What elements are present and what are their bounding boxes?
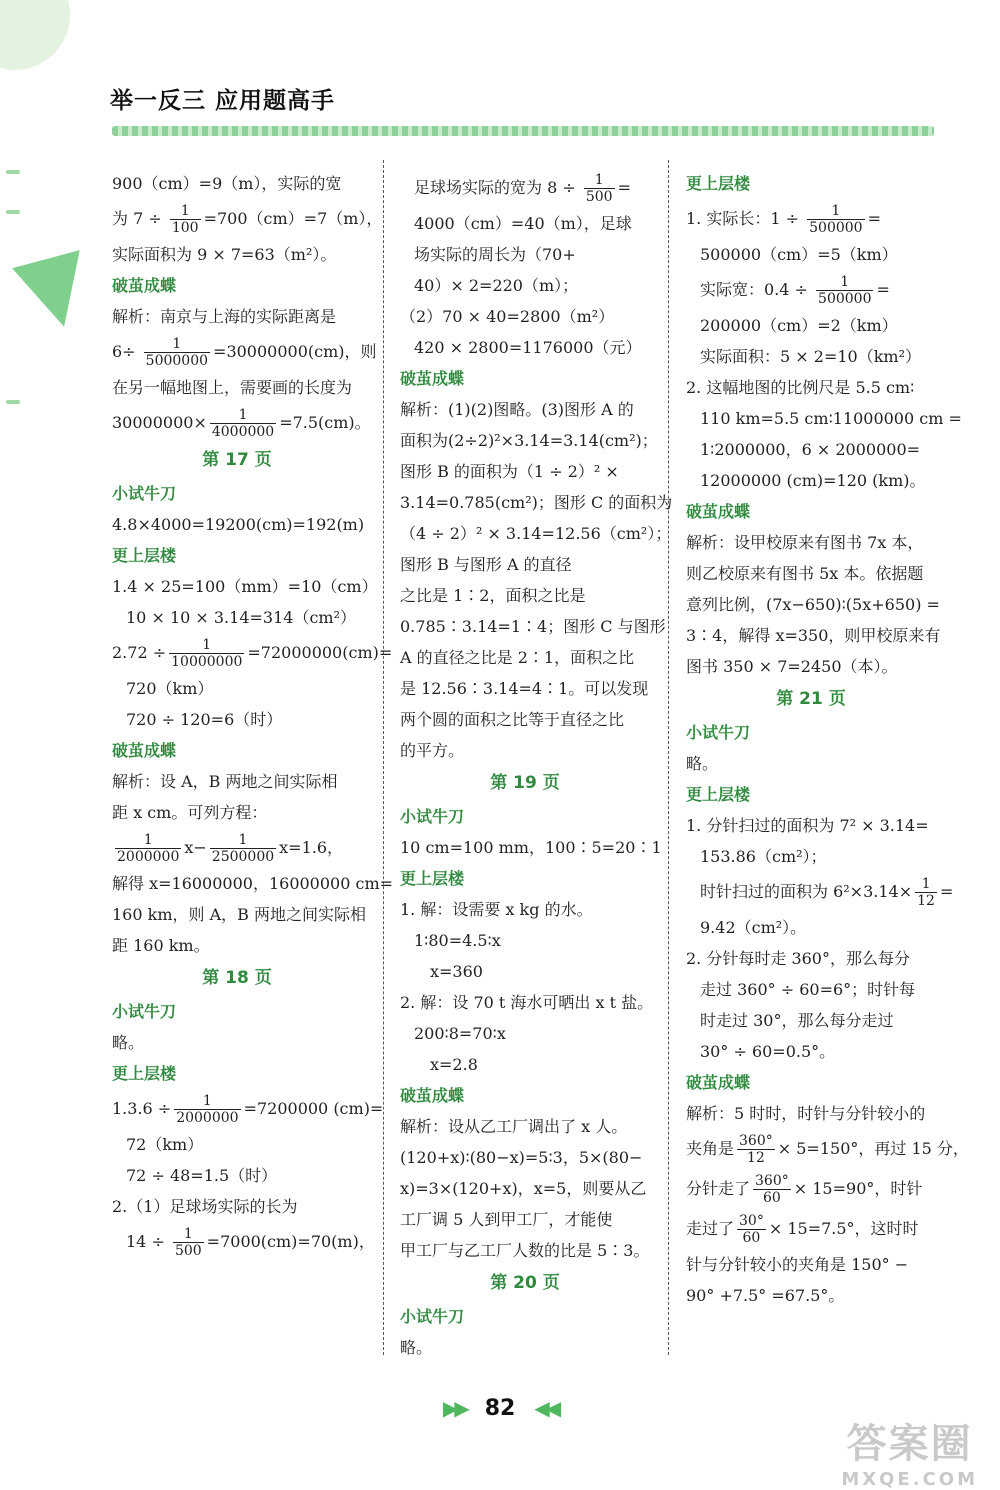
text-line: 153.86（cm²）；: [700, 847, 827, 866]
text-line: 2. 这幅地图的比例尺是 5.5 cm∶: [686, 378, 915, 397]
fraction: $\frac{1}{500000}$: [809, 203, 863, 236]
text-line: 甲工厂与乙工厂人数的比是 5∶3。: [400, 1241, 650, 1260]
text-line: 1. 实际长：1 ÷ $\frac{1}{500000}$ =: [686, 203, 881, 236]
text-line: 距 x cm。可列方程：: [112, 803, 268, 822]
section-label: 破茧成蝶: [400, 1086, 465, 1105]
section-label: 更上层楼: [686, 174, 751, 193]
watermark-logo: [841, 1412, 978, 1490]
text-line: 工厂调 5 人到甲工厂，才能使: [400, 1210, 613, 1229]
text-line: 900（cm）=9（m），实际的宽: [112, 174, 342, 193]
header-decoration-band: [112, 126, 934, 136]
text-line: （2）70 × 40=2800（m²）: [400, 307, 615, 326]
text-line: 110 km=5.5 cm∶11000000 cm =: [700, 409, 962, 428]
text-line: 时走过 30°，那么每分走过: [700, 1011, 894, 1030]
fraction: $\frac{1}{5000000}$: [145, 336, 209, 369]
corner-decoration-circle: [0, 0, 70, 70]
fraction: $\frac{1}{500000}$: [818, 274, 872, 307]
text-line: 实际面积为 9 × 7=63（m²）。: [112, 245, 337, 264]
section-label: 小试牛刀: [686, 723, 751, 742]
text-line: 6÷ $\frac{1}{5000000}$ =30000000(cm)，则: [112, 336, 377, 369]
fraction: $\frac{1}{500}$: [585, 172, 613, 205]
text-line: 9.42（cm²）。: [700, 918, 807, 937]
fraction: $\frac{1}{10000000}$: [171, 637, 243, 670]
fraction: $\frac{1}{2000000}$: [117, 832, 180, 865]
text-line: 720（km）: [126, 679, 214, 698]
text-line: 解析：设从乙工厂调出了 x 人。: [400, 1117, 628, 1136]
text-line: 实际宽：0.4 ÷ $\frac{1}{500000}$ =: [700, 274, 890, 307]
section-label: 小试牛刀: [112, 1002, 177, 1021]
text-line: 距 160 km。: [112, 936, 210, 955]
fraction: $\frac{1}{2500000}$: [211, 832, 275, 865]
fraction: $\frac{360^\circ}{12}$: [739, 1133, 773, 1166]
text-line: 解析：南京与上海的实际距离是: [112, 307, 337, 326]
answer-column-left: [112, 168, 394, 1262]
text-line: 图形 B 的面积为（1 ÷ 2）² ×: [400, 462, 619, 481]
text-line: 90° +7.5° =67.5°。: [686, 1286, 845, 1305]
text-line: 1. 分针扫过的面积为 7² × 3.14=: [686, 816, 929, 835]
text-line: 面积为(2÷2)²×3.14=3.14(cm²)；: [400, 431, 658, 450]
page-heading: 第 17 页: [202, 450, 272, 470]
column-separator: [668, 160, 669, 1355]
text-line: 3∶4，解得 x=350，则甲校原来有: [686, 626, 941, 645]
section-label: 小试牛刀: [400, 807, 465, 826]
text-line: 为 7 ÷ $\frac{1}{100}$ =700（cm）=7（m），: [112, 203, 383, 236]
text-line: 是 12.56∶3.14=4∶1。可以发现: [400, 679, 649, 698]
side-decoration-dot: [6, 400, 20, 404]
text-line: 160 km，则 A，B 两地之间实际相: [112, 905, 366, 924]
text-line: 10 × 10 × 3.14=314（cm²）: [126, 608, 356, 627]
fraction: $\frac{1}{2000000}$: [176, 1093, 239, 1126]
text-line: 4000（cm）=40（m），足球: [414, 214, 632, 233]
double-arrow-right-icon: ▶▶: [442, 1396, 466, 1420]
text-line: 解得 x=16000000，16000000 cm=: [112, 874, 394, 893]
page-heading: 第 19 页: [490, 773, 560, 793]
text-line: 30000000× $\frac{1}{4000000}$ =7.5(cm)。: [112, 407, 371, 440]
fraction: $\frac{30^\circ}{60}$: [739, 1213, 764, 1246]
text-line: （4 ÷ 2）² × 3.14=12.56（cm²）；: [400, 524, 672, 543]
text-line: 3.14=0.785(cm²)；图形 C 的面积为: [400, 493, 673, 512]
book-title-header: 举一反三 应用题高手: [110, 88, 336, 114]
text-line: 场实际的周长为（70+: [414, 245, 576, 264]
column-separator: [383, 160, 384, 1355]
section-label: 更上层楼: [112, 546, 177, 565]
watermark-url: MXQE.COM: [841, 1469, 978, 1490]
section-label: 破茧成蝶: [400, 369, 465, 388]
text-line: 1.3.6 ÷ $\frac{1}{2000000}$ =7200000 (cm)=: [112, 1093, 384, 1126]
text-line: 略。: [112, 1033, 145, 1052]
text-line: 2. 分针每时走 360°，那么每分: [686, 949, 910, 968]
text-line: 解析：(1)(2)图略。(3)图形 A 的: [400, 400, 634, 419]
text-line: 则乙校原来有图书 5x 本。依据题: [686, 564, 924, 583]
text-line: x)=3×(120+x)，x=5，则要从乙: [400, 1179, 647, 1198]
page-number: 82: [484, 1396, 516, 1421]
fraction: $\frac{1}{4000000}$: [211, 407, 275, 440]
double-arrow-left-icon: ◀◀: [534, 1396, 558, 1420]
text-line: 之比是 1∶2，面积之比是: [400, 586, 586, 605]
section-label: 小试牛刀: [400, 1307, 465, 1326]
text-line: 分针走了 $\frac{360^\circ}{60}$ × 15=90°，时针: [686, 1173, 923, 1206]
text-line: 解析：5 时时，时针与分针较小的: [686, 1104, 926, 1123]
text-line: 0.785∶3.14=1∶4；图形 C 与图形: [400, 617, 666, 636]
section-label: 更上层楼: [686, 785, 751, 804]
text-line: 2.（1）足球场实际的长为: [112, 1197, 298, 1216]
fraction: $\frac{1}{12}$: [917, 876, 935, 909]
text-line: 走过 360° ÷ 60=6°；时针每: [700, 980, 916, 999]
text-line: 2. 解：设 70 t 海水可晒出 x t 盐。: [400, 993, 654, 1012]
text-line: x=360: [430, 962, 483, 981]
text-line: 针与分针较小的夹角是 150° −: [686, 1255, 909, 1274]
section-label: 更上层楼: [400, 869, 465, 888]
section-label: 破茧成蝶: [686, 502, 751, 521]
text-line: 2.72 ÷ $\frac{1}{10000000}$ =72000000(cm)=: [112, 637, 393, 670]
section-label: 更上层楼: [112, 1064, 177, 1083]
watermark-text: 答案圈: [846, 1421, 973, 1467]
text-line: 500000（cm）=5（km）: [700, 245, 898, 264]
text-line: 时针扫过的面积为 6²×3.14× $\frac{1}{12}$ =: [700, 876, 954, 909]
text-line: 30° ÷ 60=0.5°。: [700, 1042, 836, 1061]
answer-column-middle: [400, 168, 673, 1363]
text-line: 足球场实际的宽为 8 ÷ $\frac{1}{500}$ =: [414, 172, 631, 205]
text-line: 的平方。: [400, 741, 465, 760]
section-label: 破茧成蝶: [112, 276, 177, 295]
section-label: 破茧成蝶: [112, 741, 177, 760]
text-line: 走过了 $\frac{30^\circ}{60}$ × 15=7.5°，这时时: [686, 1213, 919, 1246]
text-line: 12000000 (cm)=120 (km)。: [700, 471, 926, 490]
text-line: 1∶80=4.5∶x: [414, 931, 501, 950]
text-line: 夹角是 $\frac{360^\circ}{12}$ × 5=150°，再过 15 分，: [686, 1133, 969, 1166]
text-line: 40）× 2=220（m）；: [414, 276, 579, 295]
text-line: $\frac{1}{2000000}$ x− $\frac{1}{2500000}$ x=1.6，: [117, 832, 344, 865]
fraction: $\frac{1}{100}$: [171, 203, 199, 236]
section-label: 小试牛刀: [112, 484, 177, 503]
text-line: 10 cm=100 mm，100∶5=20∶1: [400, 838, 662, 857]
text-line: 420 × 2800=1176000（元）: [414, 338, 642, 357]
text-line: 1∶2000000，6 × 2000000=: [700, 440, 921, 459]
text-line: 意列比例，(7x−650)∶(5x+650) =: [686, 595, 940, 614]
side-decoration-dot: [6, 210, 20, 214]
text-line: (120+x)∶(80−x)=5∶3，5×(80−: [400, 1148, 643, 1167]
page-heading: 第 18 页: [202, 968, 272, 988]
page-heading: 第 21 页: [776, 689, 846, 709]
text-line: 14 ÷ $\frac{1}{500}$ =7000(cm)=70(m)，: [126, 1226, 375, 1259]
text-line: 720 ÷ 120=6（时）: [126, 710, 283, 729]
answer-column-right: [686, 168, 969, 1311]
text-line: 解析：设甲校原来有图书 7x 本，: [686, 533, 924, 552]
text-line: 解析：设 A，B 两地之间实际相: [112, 772, 338, 791]
text-line: 4.8×4000=19200(cm)=192(m): [112, 515, 365, 534]
text-line: 200∶8=70∶x: [414, 1024, 506, 1043]
text-line: 200000（cm）=2（km）: [700, 316, 898, 335]
fraction: $\frac{1}{500}$: [174, 1226, 202, 1259]
text-line: 72 ÷ 48=1.5（时）: [126, 1166, 278, 1185]
text-line: x=2.8: [430, 1055, 478, 1074]
text-line: 图形 B 与图形 A 的直径: [400, 555, 572, 574]
fraction: $\frac{360^\circ}{60}$: [755, 1173, 789, 1206]
text-line: 在另一幅地图上，需要画的长度为: [112, 378, 353, 397]
text-line: 图书 350 × 7=2450（本）。: [686, 657, 898, 676]
side-decoration-triangle: [12, 250, 98, 336]
page-heading: 第 20 页: [490, 1273, 560, 1293]
text-line: A 的直径之比是 2∶1，面积之比: [400, 648, 635, 667]
text-line: 略。: [686, 754, 719, 773]
text-line: 1. 解：设需要 x kg 的水。: [400, 900, 593, 919]
side-decoration-dot: [6, 170, 20, 174]
text-line: 72（km）: [126, 1135, 204, 1154]
text-line: 1.4 × 25=100（mm）=10（cm）: [112, 577, 378, 596]
text-line: 略。: [400, 1338, 433, 1357]
text-line: 实际面积：5 × 2=10（km²）: [700, 347, 921, 366]
section-label: 破茧成蝶: [686, 1073, 751, 1092]
text-line: 两个圆的面积之比等于直径之比: [400, 710, 625, 729]
